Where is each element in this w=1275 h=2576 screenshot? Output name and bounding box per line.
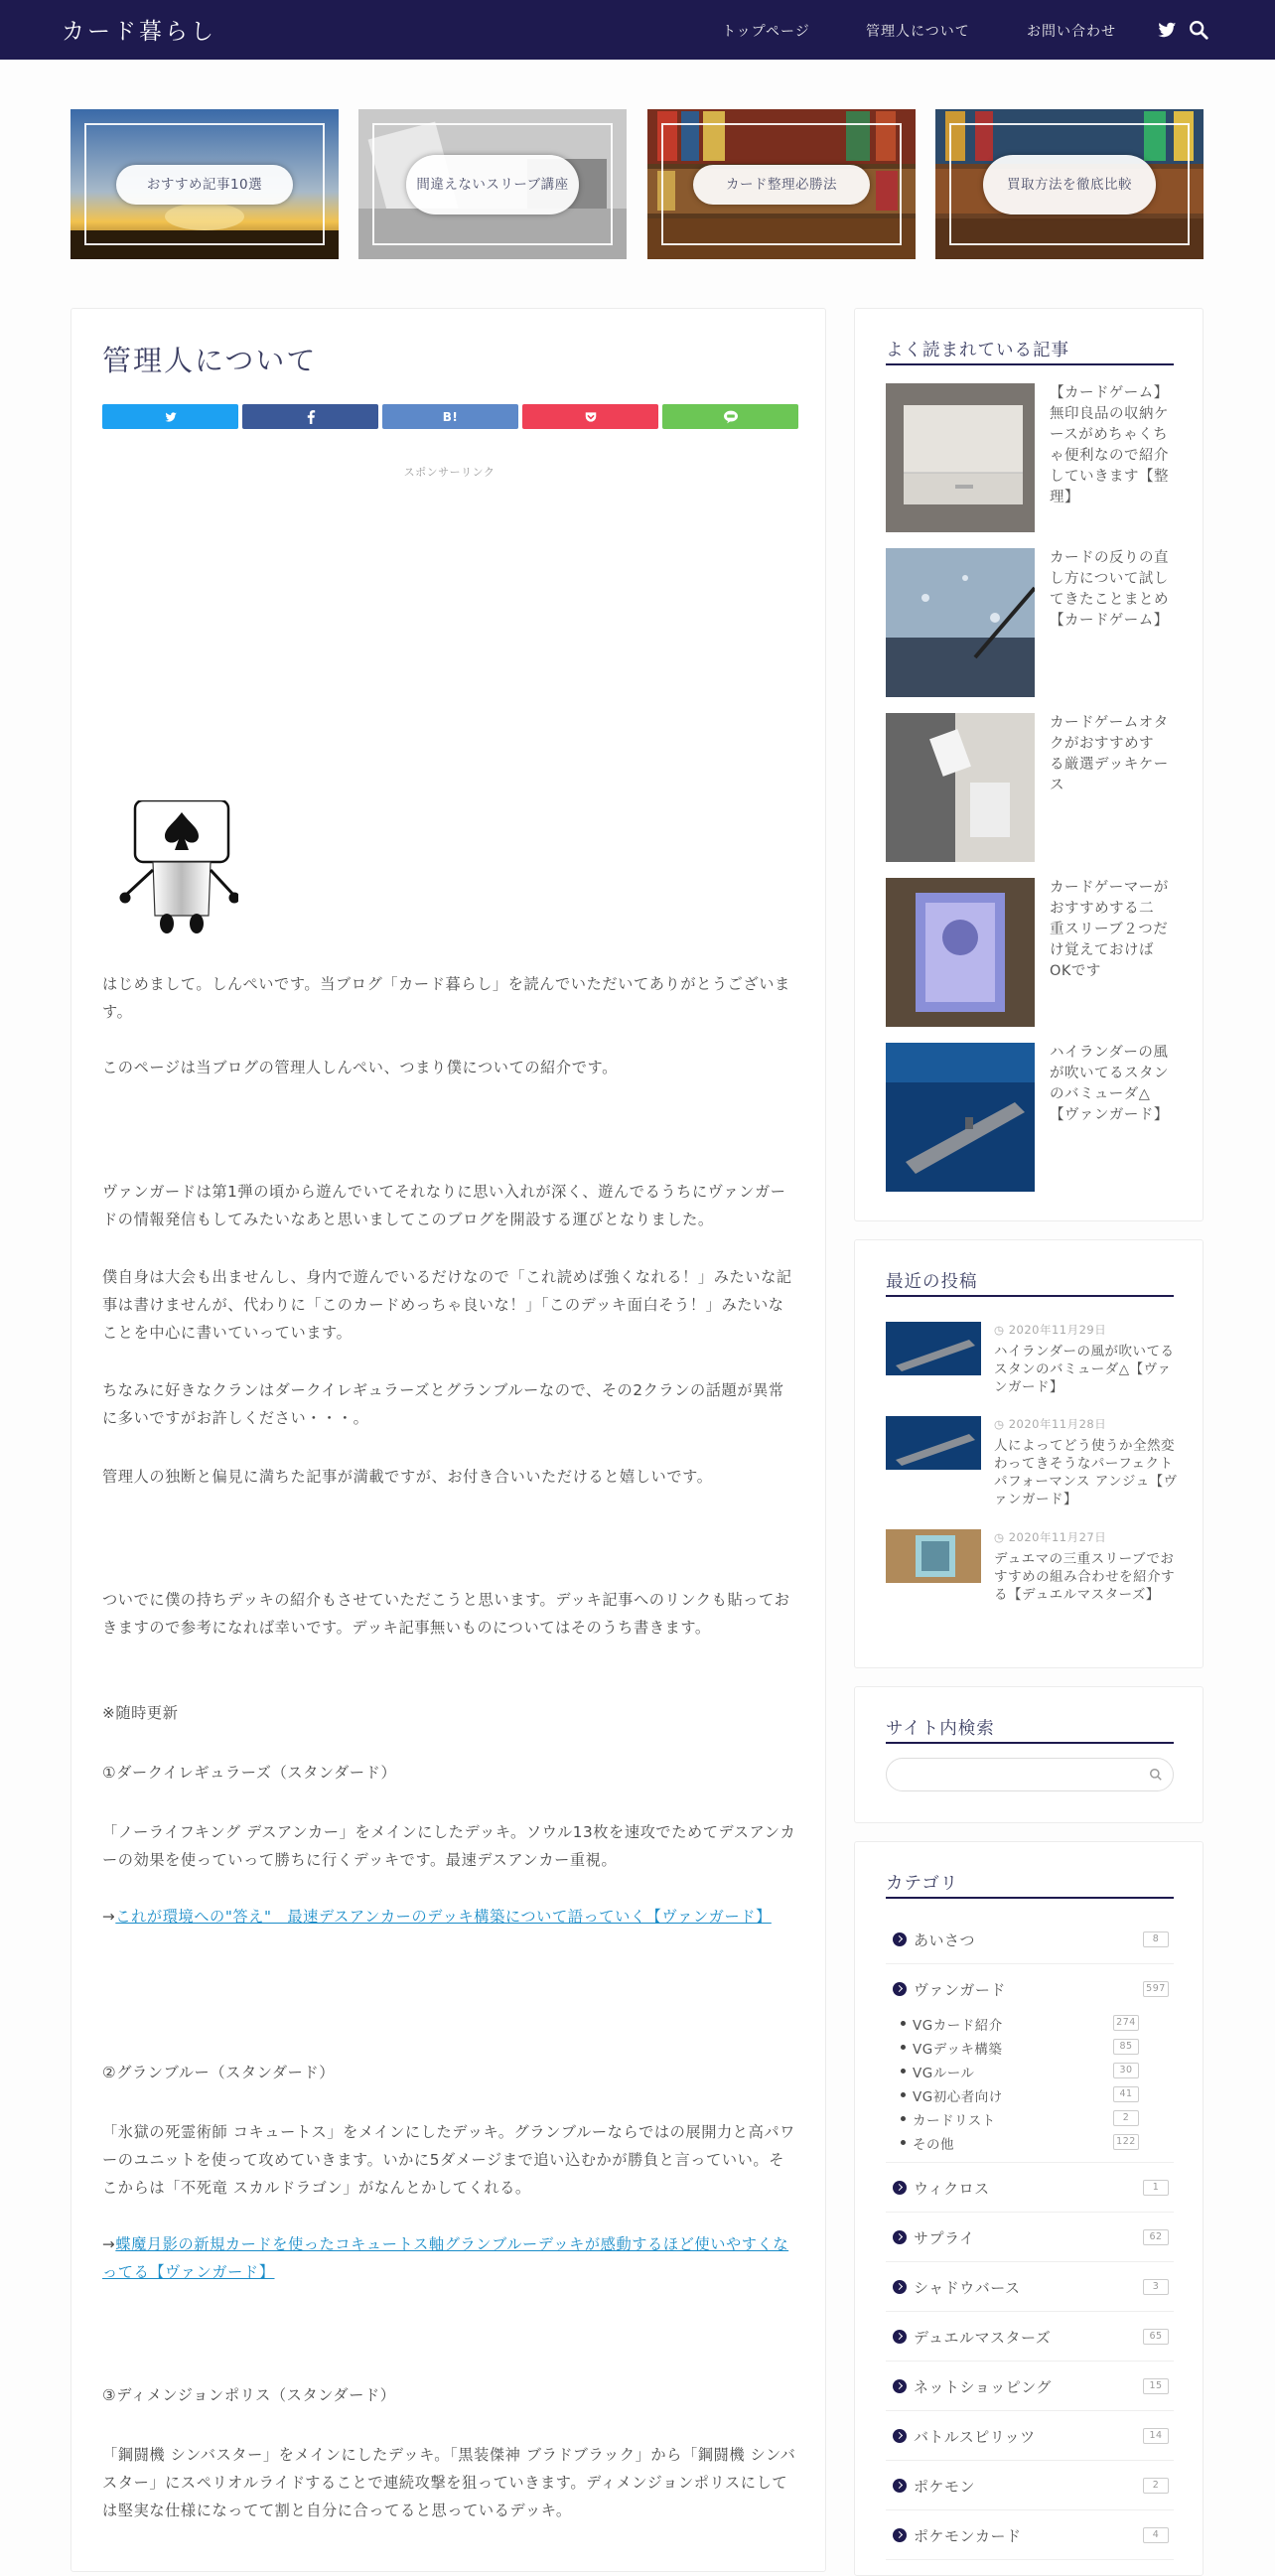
recent-post-item[interactable]	[886, 1322, 1176, 1416]
paragraph: ヴァンガードは第1弾の頃から遊んでいてそれなりに思い入れが深く、遊んでるうちにヴァンガードの情報発信もしてみたいなあと思いましてこのブログを開設する運びとなりました。	[102, 1183, 786, 1228]
category-item[interactable]	[886, 2312, 1174, 2361]
popular-post-title: カードゲーマーがおすすめする二重スリーブ２つだけ覚えておけばOKです	[1050, 880, 1169, 979]
category-name: サプライ	[914, 2229, 975, 2247]
category-count: 15	[1143, 2378, 1169, 2394]
pickup-banner-recommended[interactable]	[71, 109, 339, 259]
pocket-icon	[584, 410, 598, 424]
twitter-icon[interactable]	[1156, 19, 1178, 41]
nav-top-page[interactable]: トップページ	[722, 24, 810, 40]
popular-post-item[interactable]	[886, 548, 1176, 697]
deck-sleeve-image	[886, 1529, 981, 1583]
paragraph: はじめまして。しんぺいです。当ブログ「カード暮らし」を読んでいただいてありがとうございます。	[102, 975, 790, 1021]
article	[71, 308, 826, 2572]
bullet-icon	[901, 2021, 906, 2026]
category-count: 2	[1143, 2478, 1169, 2494]
section-heading: ①ダークイレギュラーズ（スタンダード）	[102, 1764, 397, 1782]
popular-post-title: カードの反りの直し方について試してきたことまとめ【カードゲーム】	[1050, 550, 1169, 629]
twitter-icon	[164, 410, 178, 424]
paragraph: 管理人の独断と偏見に満ちた記事が満載ですが、お付き合いいただけると嬉しいです。	[102, 1468, 713, 1486]
chevron-right-icon	[893, 1932, 907, 1946]
pickup-banner-sleeves[interactable]	[358, 109, 627, 259]
facebook-icon	[305, 410, 317, 424]
subcategory-count: 122	[1113, 2134, 1139, 2150]
category-item[interactable]	[886, 2262, 1174, 2312]
chevron-right-icon	[893, 2280, 907, 2294]
subcategory-name: VGカード紹介	[913, 2018, 1003, 2034]
category-item[interactable]	[886, 1915, 1174, 1964]
category-count: 62	[1143, 2229, 1169, 2245]
clock-icon: ◷	[994, 1530, 1009, 1544]
paragraph: ついでに僕の持ちデッキの紹介もさせていただこうと思います。デッキ記事へのリンクも貼っておきますので参考になれば幸いです。デッキ記事無いものについてはそのうち書きます。	[102, 1591, 790, 1637]
bullet-icon	[901, 2116, 906, 2121]
share-twitter-button[interactable]	[102, 404, 238, 429]
link-arrow: →	[102, 1908, 116, 1926]
pickup-banner-organize[interactable]	[647, 109, 916, 259]
pickup-label: 間違えないスリーブ講座	[406, 155, 579, 215]
pickup-label: カード整理必勝法	[693, 165, 870, 205]
popular-post-item[interactable]	[886, 1043, 1176, 1192]
subcategory-name: VGデッキ構築	[913, 2042, 1003, 2058]
post-date: ◷ 2020年11月27日	[994, 1530, 1107, 1544]
recent-post-title: デュエマの三重スリーブでおすすめの組み合わせを紹介する【デュエルマスターズ】	[994, 1551, 1176, 1603]
popular-posts-widget	[854, 308, 1204, 1221]
hatena-label: B!	[442, 409, 459, 424]
popular-post-item[interactable]	[886, 713, 1176, 862]
popular-post-title: ハイランダーの風が吹いてるスタンのバミューダ△【ヴァンガード】	[1050, 1045, 1169, 1123]
chevron-right-icon	[893, 2528, 907, 2542]
subcategory-count: 2	[1113, 2110, 1139, 2126]
subcategory-item[interactable]	[901, 2107, 1144, 2131]
clock-icon: ◷	[994, 1417, 1009, 1431]
section-heading: ③ディメンジョンポリス（スタンダード）	[102, 2386, 396, 2404]
site-search-input[interactable]	[886, 1758, 1174, 1791]
category-name: あいさつ	[914, 1932, 976, 1949]
category-name: バトルスピリッツ	[914, 2428, 1036, 2446]
subcategory-name: カードリスト	[913, 2113, 996, 2129]
pickup-label: 買取方法を徹底比較	[983, 155, 1156, 215]
aircraft-carrier-image	[886, 1043, 1035, 1192]
share-pocket-button[interactable]	[522, 404, 658, 429]
recent-post-item[interactable]	[886, 1529, 1176, 1629]
recent-post-title: ハイランダーの風が吹いてるスタンのバミューダ△【ヴァンガード】	[994, 1344, 1175, 1395]
bullet-icon	[901, 2140, 906, 2145]
category-count: 14	[1143, 2428, 1169, 2444]
storage-box-image	[886, 383, 1035, 532]
paragraph: 「氷獄の死霊術師 コキュートス」をメインにしたデッキ。グランブルーならではの展開力と高パワーのユニットを使って攻めていきます。いかに5ダメージまで追い込むかが勝負と言っていい。そこからは「不死竜 スカルドラゴン」がなんとかしてくれる。	[102, 2123, 795, 2197]
widget-title: サイト内検索	[886, 1715, 1174, 1744]
subcategory-name: その他	[913, 2137, 954, 2153]
chevron-right-icon	[893, 2330, 907, 2344]
link-arrow: →	[102, 2235, 116, 2253]
category-item[interactable]	[886, 2411, 1174, 2461]
subcategory-count: 85	[1113, 2039, 1139, 2055]
article-link-paragraph	[102, 1903, 797, 1931]
category-count: 1	[1143, 2180, 1169, 2196]
post-date: ◷ 2020年11月28日	[994, 1417, 1107, 1431]
chevron-right-icon	[893, 2379, 907, 2393]
paragraph: 僕自身は大会も出ませんし、身内で遊んでいるだけなので「これ読めば強くなれる！」みたいな記事は書けませんが、代わりに「このカードめっちゃ良いな！」「このデッキ面白そう！」みたいなことを中心に書いていっています。	[102, 1268, 792, 1342]
category-count: 3	[1143, 2279, 1169, 2295]
categories-widget	[854, 1841, 1204, 2576]
subcategory-item[interactable]	[901, 2060, 1144, 2083]
category-name: ネットショッピング	[914, 2378, 1052, 2396]
clock-icon: ◷	[994, 1323, 1009, 1337]
category-name: ヴァンガード	[914, 1981, 1006, 1999]
site-search-widget	[854, 1686, 1204, 1823]
subcategory-count: 30	[1113, 2063, 1139, 2078]
site-header	[0, 0, 1275, 60]
category-name: シャドウバース	[914, 2279, 1021, 2297]
chevron-right-icon	[893, 1982, 907, 1996]
paragraph: 「鋼闘機 シンバスター」をメインにしたデッキ。「黒装傑神 ブラドブラック」から「鋼闘機 シンバスター」にスペリオルライドすることで連続攻撃を狙っていきます。ディメンジョンポリスにしては堅実な仕様になってて割と自分に合ってると思っているデッキ。	[102, 2446, 796, 2519]
share-hatena-button[interactable]	[382, 404, 518, 429]
bullet-icon	[901, 2092, 906, 2097]
subcategory-item[interactable]	[901, 2012, 1144, 2036]
subcategory-count: 274	[1113, 2015, 1139, 2031]
subcategory-name: VG初心者向け	[913, 2089, 1003, 2105]
chevron-right-icon	[893, 2479, 907, 2493]
nav-about[interactable]: 管理人について	[866, 24, 970, 40]
subcategory-count: 41	[1113, 2086, 1139, 2102]
category-count: 65	[1143, 2329, 1169, 2345]
popular-post-title: カードゲームオタクがおすすめする厳選デッキケース	[1050, 715, 1169, 793]
sponsored-link-label: スポンサーリンク	[403, 466, 496, 479]
chevron-right-icon	[893, 2429, 907, 2443]
article-link-paragraph	[102, 2230, 797, 2286]
category-item[interactable]	[886, 2461, 1174, 2510]
widget-title: よく読まれている記事	[886, 337, 1174, 365]
popular-post-item[interactable]	[886, 878, 1176, 1027]
bullet-icon	[901, 2069, 906, 2074]
aircraft-carrier-image	[886, 1322, 981, 1375]
rainy-window-image	[886, 548, 1035, 697]
paragraph: 「ノーライフキング デスアンカー」をメインにしたデッキ。ソウル13枚を速攻でためてデスアンカーの効果を使っていって勝ちに行くデッキです。最速デスアンカー重視。	[102, 1823, 796, 1869]
category-count: 8	[1143, 1932, 1169, 1947]
recent-post-item[interactable]	[886, 1416, 1176, 1529]
share-line-button[interactable]	[662, 404, 798, 429]
aircraft-carrier-image	[886, 1416, 981, 1470]
post-date: ◷ 2020年11月29日	[994, 1323, 1107, 1337]
recent-posts-widget	[854, 1239, 1204, 1668]
share-facebook-button[interactable]	[242, 404, 378, 429]
widget-title: 最近の投稿	[886, 1268, 1174, 1297]
category-name: ポケモンカード	[914, 2527, 1022, 2545]
page-title: 管理人について	[102, 344, 318, 377]
line-icon	[723, 410, 739, 424]
paragraph: このページは当ブログの管理人しんぺい、つまり僕についての紹介です。	[102, 1059, 618, 1076]
deck-article-link-deathanchor[interactable]: これが環境への"答え" 最速デスアンカーのデッキ構築について語っていく【ヴァンガード】	[115, 1908, 772, 1926]
chevron-right-icon	[893, 2230, 907, 2244]
category-item[interactable]	[886, 2510, 1174, 2560]
subcategory-name: VGルール	[913, 2066, 975, 2081]
paragraph: ちなみに好きなクランはダークイレギュラーズとグランブルーなので、その2クランの話題が異常に多いですがお許しください・・・。	[102, 1381, 784, 1427]
search-icon[interactable]	[1149, 1768, 1163, 1786]
site-title[interactable]: カード暮らし	[62, 19, 216, 45]
paragraph: ※随時更新	[102, 1704, 179, 1722]
pickup-banner-buyback[interactable]	[935, 109, 1204, 259]
category-count: 4	[1143, 2527, 1169, 2543]
widget-title: カテゴリ	[886, 1870, 1174, 1899]
avatar	[115, 800, 238, 938]
card-game-image	[886, 713, 1035, 862]
category-name: ウィクロス	[914, 2180, 990, 2198]
popular-post-title: 【カードゲーム】無印良品の収納ケースがめちゃくちゃ便利なので紹介していきます【整理】	[1050, 385, 1169, 505]
popular-post-item[interactable]	[886, 383, 1176, 532]
subcategory-item[interactable]	[901, 2036, 1144, 2060]
section-heading: ②グランブルー（スタンダード）	[102, 2064, 336, 2081]
category-count: 597	[1143, 1981, 1169, 1997]
deck-article-link-cocytus[interactable]: 蝶魔月影の新規カードを使ったコキュートス軸グランブルーデッキが感動するほど使いやすくなってる【ヴァンガード】	[102, 2235, 789, 2281]
subcategory-item[interactable]	[901, 2083, 1144, 2107]
subcategory-item[interactable]	[901, 2131, 1144, 2155]
nav-contact[interactable]: お問い合わせ	[1027, 24, 1116, 40]
pickup-label: おすすめ記事10選	[116, 165, 293, 205]
search-icon[interactable]	[1188, 19, 1209, 41]
card-sleeve-image	[886, 878, 1035, 1027]
category-name: デュエルマスターズ	[914, 2329, 1052, 2347]
category-name: ポケモン	[914, 2478, 976, 2496]
chevron-right-icon	[893, 2181, 907, 2195]
category-item[interactable]	[886, 2213, 1174, 2262]
category-item[interactable]	[886, 2361, 1174, 2411]
bullet-icon	[901, 2045, 906, 2050]
category-item[interactable]	[886, 2163, 1174, 2213]
recent-post-title: 人によってどう使うか全然変わってきそうなパーフェクトパフォーマンス アンジュ【ヴァンガード】	[994, 1438, 1178, 1507]
